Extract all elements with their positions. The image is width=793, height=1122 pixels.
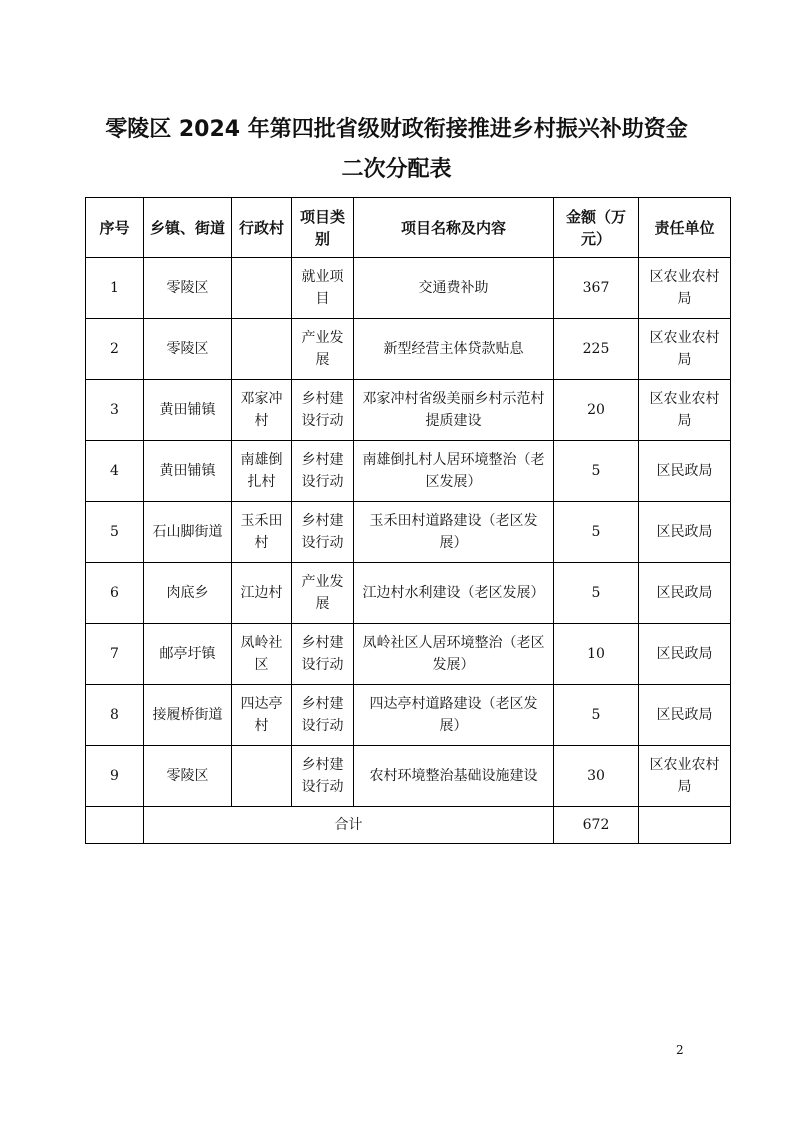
cell-village: [232, 258, 292, 319]
cell-amount: 5: [554, 441, 639, 502]
cell-no: 8: [86, 685, 144, 746]
table-row: [86, 441, 731, 502]
cell-town: 石山脚街道: [144, 502, 232, 563]
total-unit-blank-cell: [639, 807, 731, 844]
cell-village: 南雄倒扎村: [232, 441, 292, 502]
cell-no: 4: [86, 441, 144, 502]
cell-category: 乡村建设行动: [292, 746, 354, 807]
cell-amount: 367: [554, 258, 639, 319]
cell-project: 南雄倒扎村人居环境整治（老区发展）: [354, 441, 554, 502]
cell-project: 新型经营主体贷款贴息: [354, 319, 554, 380]
cell-town: 零陵区: [144, 746, 232, 807]
table-total-row: [86, 807, 731, 844]
total-label: 合计: [144, 807, 554, 844]
cell-unit: 区农业农村局: [639, 319, 731, 380]
cell-no: 6: [86, 563, 144, 624]
cell-project: 玉禾田村道路建设（老区发展）: [354, 502, 554, 563]
table-row: [86, 685, 731, 746]
table-row: [86, 624, 731, 685]
cell-category: 乡村建设行动: [292, 624, 354, 685]
cell-no: 3: [86, 380, 144, 441]
cell-town: 肉底乡: [144, 563, 232, 624]
cell-unit: 区民政局: [639, 685, 731, 746]
cell-category: 乡村建设行动: [292, 380, 354, 441]
cell-town: 黄田铺镇: [144, 441, 232, 502]
header-category: 项目类别: [292, 198, 354, 258]
cell-no: 9: [86, 746, 144, 807]
cell-project: 凤岭社区人居环境整治（老区发展）: [354, 624, 554, 685]
cell-amount: 5: [554, 502, 639, 563]
cell-unit: 区民政局: [639, 441, 731, 502]
cell-unit: 区农业农村局: [639, 746, 731, 807]
header-no: 序号: [86, 198, 144, 258]
cell-unit: 区民政局: [639, 624, 731, 685]
document-title-line-2: 二次分配表: [341, 157, 452, 182]
header-village: 行政村: [232, 198, 292, 258]
cell-category: 乡村建设行动: [292, 441, 354, 502]
cell-village: 邓家冲村: [232, 380, 292, 441]
table-row: [86, 380, 731, 441]
cell-project: 江边村水利建设（老区发展）: [354, 563, 554, 624]
cell-no: 5: [86, 502, 144, 563]
cell-amount: 10: [554, 624, 639, 685]
cell-amount: 5: [554, 563, 639, 624]
header-unit: 责任单位: [639, 198, 731, 258]
table-row: [86, 746, 731, 807]
cell-unit: 区民政局: [639, 563, 731, 624]
cell-no: 7: [86, 624, 144, 685]
cell-village: [232, 319, 292, 380]
cell-town: 零陵区: [144, 319, 232, 380]
cell-village: 江边村: [232, 563, 292, 624]
cell-category: 产业发展: [292, 563, 354, 624]
cell-unit: 区民政局: [639, 502, 731, 563]
cell-town: 邮亭圩镇: [144, 624, 232, 685]
table-row: [86, 563, 731, 624]
cell-no: 2: [86, 319, 144, 380]
cell-unit: 区农业农村局: [639, 380, 731, 441]
cell-no: 1: [86, 258, 144, 319]
cell-town: 黄田铺镇: [144, 380, 232, 441]
cell-project: 邓家冲村省级美丽乡村示范村提质建设: [354, 380, 554, 441]
cell-village: 玉禾田村: [232, 502, 292, 563]
cell-village: 凤岭社区: [232, 624, 292, 685]
total-amount: 672: [554, 807, 639, 844]
cell-amount: 20: [554, 380, 639, 441]
cell-town: 接履桥街道: [144, 685, 232, 746]
cell-project: 四达亭村道路建设（老区发展）: [354, 685, 554, 746]
cell-village: [232, 746, 292, 807]
table-row: [86, 502, 731, 563]
cell-town: 零陵区: [144, 258, 232, 319]
cell-project: 交通费补助: [354, 258, 554, 319]
allocation-table: [85, 197, 731, 844]
table-row: [86, 319, 731, 380]
cell-village: 四达亭村: [232, 685, 292, 746]
header-town: 乡镇、街道: [144, 198, 232, 258]
cell-category: 就业项目: [292, 258, 354, 319]
header-project: 项目名称及内容: [354, 198, 554, 258]
cell-amount: 5: [554, 685, 639, 746]
cell-amount: 30: [554, 746, 639, 807]
cell-unit: 区农业农村局: [639, 258, 731, 319]
cell-amount: 225: [554, 319, 639, 380]
page-number: 2: [676, 1043, 684, 1057]
document-title-line-1: 零陵区 2024 年第四批省级财政衔接推进乡村振兴补助资金: [105, 117, 688, 142]
cell-project: 农村环境整治基础设施建设: [354, 746, 554, 807]
cell-category: 乡村建设行动: [292, 502, 354, 563]
total-blank-cell: [86, 807, 144, 844]
cell-category: 产业发展: [292, 319, 354, 380]
header-amount: 金额（万元）: [554, 198, 639, 258]
table-row: [86, 258, 731, 319]
cell-category: 乡村建设行动: [292, 685, 354, 746]
table-header-row: [86, 198, 731, 258]
